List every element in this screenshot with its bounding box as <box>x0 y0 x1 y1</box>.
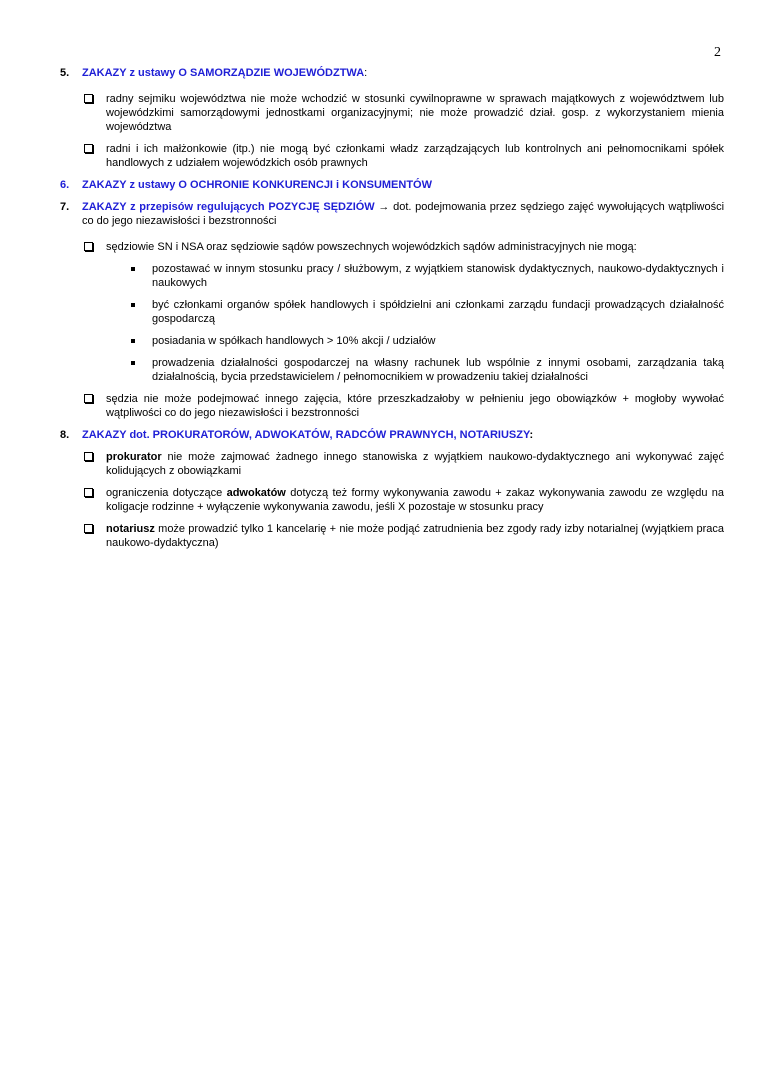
section-title: ZAKAZY z ustawy O SAMORZĄDZIE WOJEWÓDZTWA <box>82 67 365 79</box>
square-bullet-icon <box>131 267 135 271</box>
document-body <box>60 66 724 550</box>
section-number: 8. <box>60 429 70 441</box>
section-title: ZAKAZY dot. PROKURATORÓW, ADWOKATÓW, RADCÓW PRAWNYCH, NOTARIUSZY <box>82 429 530 441</box>
section-5-list <box>60 92 724 170</box>
sub-list-item: posiadania w spółkach handlowych > 10% akcji / udziałów <box>128 334 724 348</box>
sub-list-item: być członkami organów spółek handlowych i spółdzielni ani członkami zarządu fundacji prowadzących działalność gospodarczą <box>128 298 724 326</box>
checkbox-bullet-icon <box>84 452 93 461</box>
title-colon: : <box>364 67 368 79</box>
section-6 <box>60 178 724 192</box>
checkbox-bullet-icon <box>84 94 93 103</box>
checkbox-bullet-icon <box>84 242 93 251</box>
checkbox-bullet-icon <box>84 144 93 153</box>
section-8 <box>60 428 724 442</box>
section-5 <box>60 66 724 80</box>
section-7 <box>60 200 724 228</box>
checkbox-bullet-icon <box>84 394 93 403</box>
section-subtitle: dot. podejmowania przez sędziego zajęć wywołujących wątpliwości co do jego niezawisłości i bezstronności <box>82 201 725 227</box>
square-bullet-icon <box>131 361 135 365</box>
title-colon: : <box>529 429 534 441</box>
list-item: ograniczenia dotyczące adwokatów dotyczą też formy wykonywania zawodu + zakaz wykonywania zawodu ze względu na koligacje rodzinne + wyłączenie wykonywania zawodu, jeśli X pozostaje w stosunku pracy <box>82 486 724 514</box>
list-item: sędzia nie może podejmować innego zajęcia, które przeszkadzałoby w pełnieniu jego obowiązków + mogłoby wywołać wątpliwości co do jego niezawisłości i bezstronności <box>82 392 724 420</box>
checkbox-bullet-icon <box>84 488 93 497</box>
section-title: ZAKAZY z przepisów regulujących POZYCJĘ SĘDZIÓW <box>82 201 375 213</box>
sub-list <box>106 262 724 384</box>
section-8-list <box>60 450 724 550</box>
square-bullet-icon <box>131 339 135 343</box>
sub-list-item: pozostawać w innym stosunku pracy / służbowym, z wyjątkiem stanowisk dydaktycznych, naukowo-dydaktycznych i naukowych <box>128 262 724 290</box>
section-7-list <box>60 240 724 420</box>
section-number: 7. <box>60 201 70 213</box>
list-item: sędziowie SN i NSA oraz sędziowie sądów powszechnych wojewódzkich sądów administracyjnych nie mogą: pozostawać w innym stosunku pracy / służbowym, z wyjątkiem stanowisk dydaktycznych, naukowo-dydaktycznych i naukowych być członkami organów spółek handlowych i spółdzielni ani członkami zarządu fundacji prowadzących działalność gospodarczą posiadania w spółkach handlowych > 10% akcji / udziałów prowadzenia działalności gospodarczej na własny rachunek lub wspólnie z innymi osobami, zarządzania taką działalnością, bycia przedstawicielem / pełnomocnikiem w prowadzeniu takiej działalności <box>82 240 724 384</box>
arrow-icon: → <box>378 201 390 213</box>
list-item: radny sejmiku województwa nie może wchodzić w stosunki cywilnoprawne w sprawach majątkowych z województwem lub wojewódzkimi samorządowymi jednostkami organizacyjnymi; nie może prowadzić dział. gosp. z wykorzystaniem mienia województwa <box>82 92 724 134</box>
section-number: 5. <box>60 67 70 79</box>
page-number: 2 <box>714 45 721 60</box>
square-bullet-icon <box>131 303 135 307</box>
sub-list-item: prowadzenia działalności gospodarczej na własny rachunek lub wspólnie z innymi osobami, zarządzania taką działalnością, bycia przedstawicielem / pełnomocnikiem w prowadzeniu takiej działalności <box>128 356 724 384</box>
section-title: ZAKAZY z ustawy O OCHRONIE KONKURENCJI i KONSUMENTÓW <box>82 179 432 191</box>
list-item: prokurator nie może zajmować żadnego innego stanowiska z wyjątkiem naukowo-dydaktycznego ani wykonywać zajęć kolidujących z obowiązkami <box>82 450 724 478</box>
list-item: radni i ich małżonkowie (itp.) nie mogą być członkami władz zarządzających lub kontrolnych ani pełnomocnikami spółek handlowych z udziałem wojewódzkich osób prawnych <box>82 142 724 170</box>
list-item: notariusz może prowadzić tylko 1 kancelarię + nie może podjąć zatrudnienia bez zgody rady izby notarialnej (wyjątkiem praca naukowo-dydaktyczna) <box>82 522 724 550</box>
section-number: 6. <box>60 179 70 191</box>
checkbox-bullet-icon <box>84 524 93 533</box>
